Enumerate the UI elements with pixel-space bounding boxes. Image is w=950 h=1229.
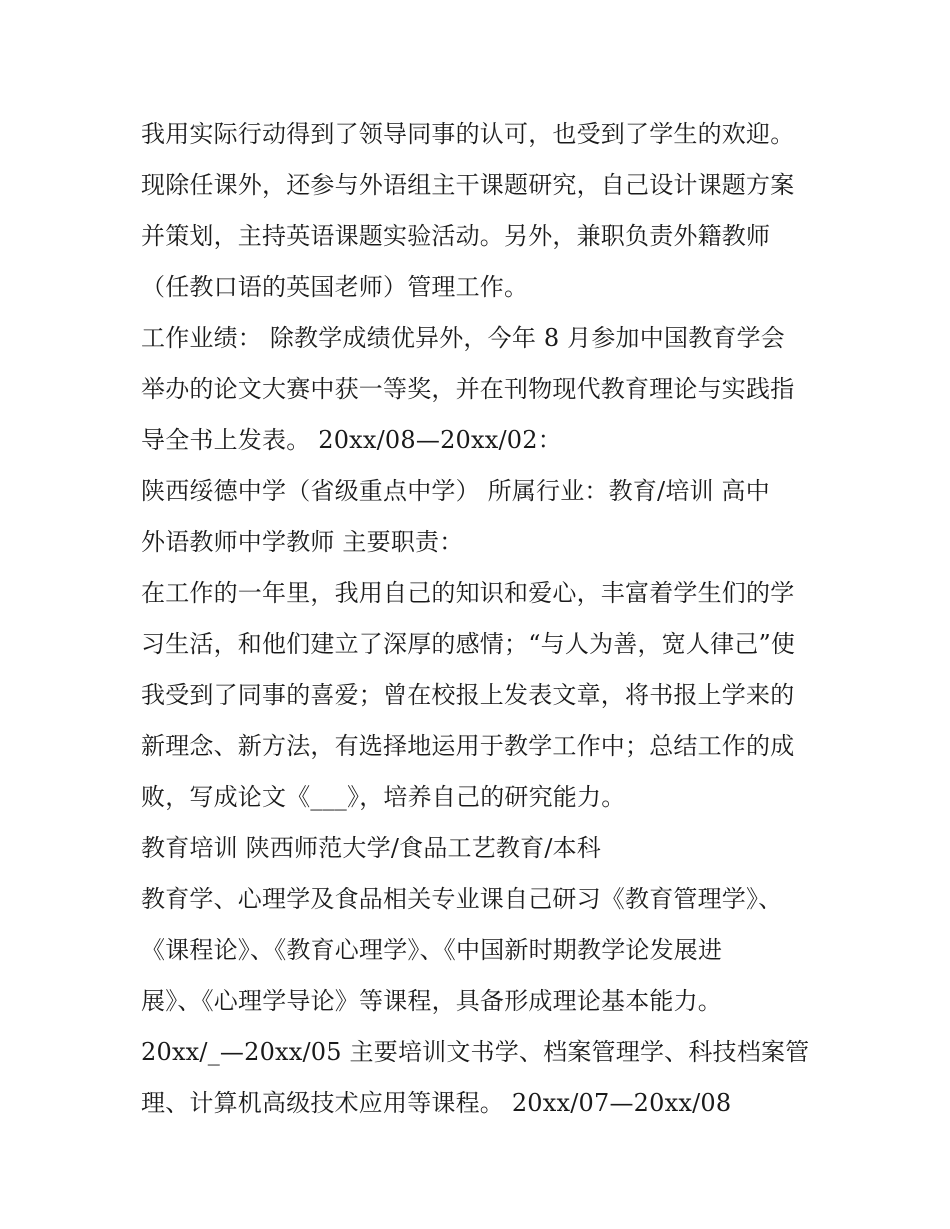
text-line: 并策划，主持英语课题实验活动。另外，兼职负责外籍教师 xyxy=(141,222,771,250)
text-line: 陕西绥德中学（省级重点中学） 所属行业：教育/培训 高中 xyxy=(141,477,770,505)
text-line: 工作业绩： 除教学成绩优异外，今年 8 月参加中国教育学会 xyxy=(141,324,785,352)
text-line: 我受到了同事的喜爱；曾在校报上发表文章，将书报上学来的 xyxy=(141,681,795,709)
text-line: 举办的论文大赛中获一等奖，并在刊物现代教育理论与实践指 xyxy=(141,375,795,403)
text-line: 现除任课外，还参与外语组主干课题研究，自己设计课题方案 xyxy=(141,171,795,199)
text-line: 我用实际行动得到了领导同事的认可，也受到了学生的欢迎。 xyxy=(141,120,795,148)
text-line: 教育学、心理学及食品相关专业课自己研习《教育管理学》、 xyxy=(141,885,783,913)
text-line: 20xx/_—20xx/05 主要培训文书学、档案管理学、科技档案管 xyxy=(141,1038,810,1066)
text-line: 理、计算机高级技术应用等课程。 20xx/07—20xx/08 xyxy=(141,1089,732,1117)
text-line: 《课程论》、《教育心理学》、《中国新时期教学论发展进 xyxy=(141,936,723,964)
text-line: 展》、《心理学导论》等课程，具备形成理论基本能力。 xyxy=(141,987,722,1015)
document-body xyxy=(141,109,821,1129)
text-line: 习生活，和他们建立了深厚的感情；“与人为善，宽人律己”使 xyxy=(141,630,796,658)
text-line: 败，写成论文《___》，培养自己的研究能力。 xyxy=(141,783,626,811)
text-line: 在工作的一年里，我用自己的知识和爱心，丰富着学生们的学 xyxy=(141,579,795,607)
text-line: （任教口语的英国老师）管理工作。 xyxy=(141,273,529,301)
text-line: 教育培训 陕西师范大学/食品工艺教育/本科 xyxy=(141,834,601,862)
text-line: 导全书上发表。 20xx/08—20xx/02： xyxy=(141,426,562,454)
text-line: 新理念、新方法，有选择地运用于教学工作中；总结工作的成 xyxy=(141,732,795,760)
text-line: 外语教师中学教师 主要职责： xyxy=(141,528,464,556)
